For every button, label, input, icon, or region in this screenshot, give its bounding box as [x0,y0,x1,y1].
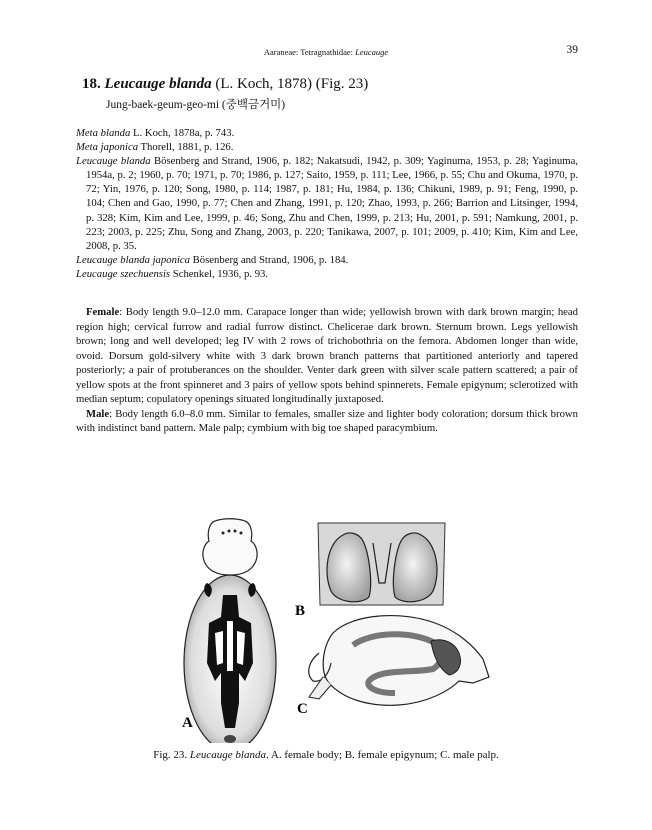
figure-plate [173,513,498,743]
figure-label-c: C [297,701,308,717]
male-text: : Body length 6.0–8.0 mm. Similar to females, smaller size and lighter body coloration; dorsum thick brown with indistinct band pattern. Male palp; cymbium with big toe shaped paracymbium. [76,407,578,434]
page-number: 39 [566,44,578,56]
epigynum-illustration [295,523,445,619]
caption-rest: . A. female body; B. female epigynum; C. male palp. [265,749,499,761]
caption-prefix: Fig. 23. [153,749,188,761]
synonym-refs: L. Koch, 1878a, p. 743. [133,127,235,139]
figure-caption [0,749,652,761]
synonym-taxon: Meta japonica [76,141,139,154]
synonymy-entry [76,140,578,154]
synonym-refs: Bösenberg and Strand, 1906, p. 184. [192,253,349,266]
figure-illustrations [173,513,498,743]
synonymy-entry [76,267,578,281]
synonym-refs: Thorell, 1881, p. 126. [140,141,234,154]
synonym-refs: Bösenberg and Strand, 1906, p. 182; Nakatsudi, 1942, p. 309; Yaginuma, 1953, p. 28; Yaginuma, 1954a, p. 2; 1960, p. 70; 1971, p. 70; 1986, p. 127; Saito, 1959, p. 111; Lee, 1966, p. 55; Chu and Okuma, 1970, p. 72; Yin, 1976, p. 120; Song, 1980, p. 114; 1987, p. 181; Hu, 1984, p. 136; Chikuni, 1989, p. 91; Feng, 1990, p. 104; Chen and Gao, 1990, p. 77; Chen and Zhang, 1991, p. 120; Zhao, 1993, p. 266; Barrion and Litsinger, 1994, p. 328; Kim, Kim and Lee, 1999, p. 46; Song, Zhu and Chen, 1999, p. 213; Hu, 2001, p. 591; Namkung, 2001, p. 223; 2003, p. 225; Zhu, Song and Zhang, 2003, p. 220; Tanikawa, 2007, p. 101; 2009, p. 410; Kim, Kim and Lee, 2008, p. 35. [86,155,578,252]
synonym-taxon: Meta blanda [76,127,131,139]
figure-label-a: A [182,715,193,731]
caption-species: Leucauge blanda [189,749,266,761]
korean-common-name: Jung-baek-geum-geo-mi (중백금거미) [106,99,286,111]
running-head [0,47,652,57]
synonym-refs: Schenkel, 1936, p. 93. [172,267,269,280]
synonym-taxon: Leucauge blanda [76,155,151,168]
synonym-taxon: Leucauge szechuensis [76,267,171,280]
synonym-taxon: Leucauge blanda japonica [76,253,190,266]
running-head-prefix: Aaraneae: Tetragnathidae: [263,47,353,57]
synonymy-entry [76,154,578,253]
carapace-drawing [203,519,257,575]
male-description [76,407,578,436]
synonymy-list [76,126,578,281]
species-number: 18. [82,76,101,92]
species-authority: (L. Koch, 1878) (Fig. 23) [215,76,369,92]
running-head-genus: Leucauge [355,47,389,57]
species-heading [82,76,368,93]
abdomen-drawing [184,575,276,743]
female-body-illustration [182,519,276,743]
figure-label-b: B [295,603,306,619]
synonymy-entry [76,126,578,140]
male-palp-illustration [297,616,489,717]
female-text: : Body length 9.0–12.0 mm. Carapace longer than wide; yellowish brown with dark brown margin; head region high; cervical furrow and radial furrow distinct. Chelicerae dark brown. Sternum brown. Legs yellowish brown; long and well developed; leg IV with 2 rows of trichobothria on the femora. Abdomen longer than wide, ovoid. Dorsum gold-silvery white with 3 dark brown branch patterns that partitioned anteriorly and tapered posteriorly; a pair of protuberances on the shoulder. Venter dark green with silver scale pattern scattered; a pair of yellow spots at the front spinneret and 3 pairs of yellow spots behind spinnerets. Female epigynum; sclerotized with median septum; copulatory openings situated longitudinally juxtaposed. [76,306,578,405]
synonymy-entry [76,253,578,267]
description [76,305,578,436]
male-label: Male [86,407,110,420]
species-name: Leucauge blanda [104,76,212,92]
female-label: Female [86,306,120,318]
female-description [76,305,578,407]
